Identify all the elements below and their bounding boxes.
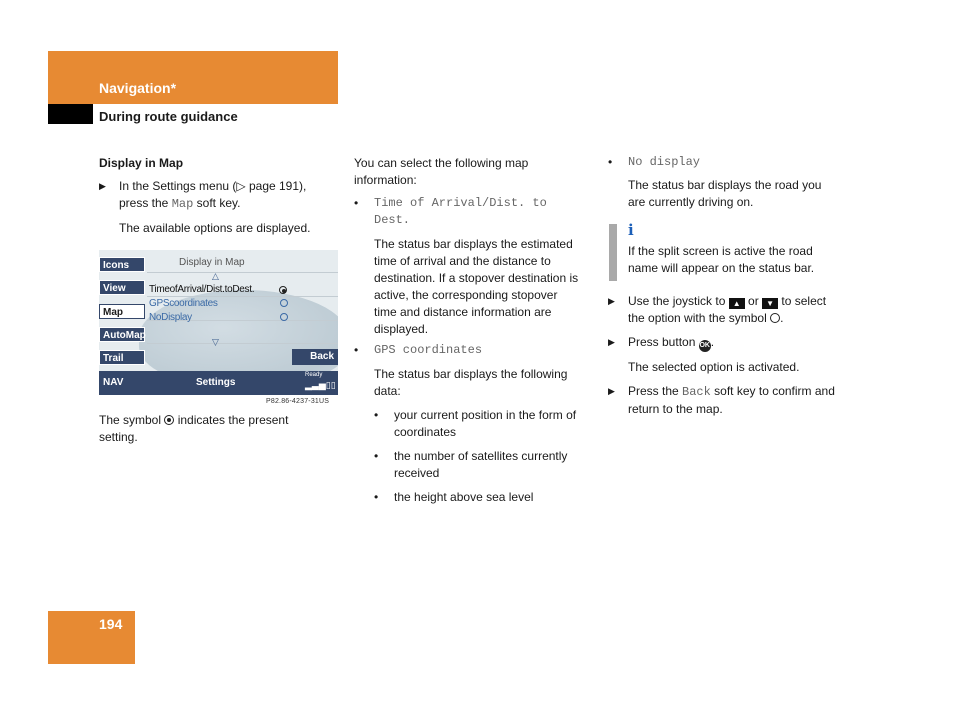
step-arrow-icon: ▶ bbox=[608, 296, 615, 306]
activated-text: The selected option is activated. bbox=[628, 360, 800, 374]
info-bar bbox=[609, 224, 617, 281]
step-arrow-icon: ▶ bbox=[608, 386, 615, 396]
status-nav: NAV bbox=[103, 377, 124, 388]
column-3-steps bbox=[608, 293, 858, 418]
info-icon: i bbox=[628, 221, 634, 239]
signal-strength-icon: ▂▃▅▯▯ bbox=[305, 380, 336, 390]
scroll-up-icon: △ bbox=[212, 271, 219, 281]
step-arrow-icon: ▶ bbox=[99, 181, 106, 191]
option-no-display[interactable]: NoDisplay bbox=[149, 312, 192, 323]
step-press-ok: ▶ Press button OK. bbox=[628, 334, 858, 352]
page-reference-link[interactable]: ▷ page 191), bbox=[236, 179, 307, 193]
subsection-title: During route guidance bbox=[99, 109, 238, 124]
softkey-icons[interactable]: Icons bbox=[99, 257, 145, 272]
option-gps-coordinates[interactable]: GPScoordinates bbox=[149, 298, 218, 309]
option-time-of-arrival[interactable]: TimeofArrival/Dist.toDest. bbox=[149, 284, 255, 295]
option-item-gps: • GPS coordinates bbox=[354, 343, 483, 357]
gps-description: The status bar displays the following data: bbox=[374, 367, 568, 398]
step-joystick: ▶ Use the joystick to ▲ or ▼ to select the option with the symbol . bbox=[608, 294, 827, 325]
bullet-icon: • bbox=[608, 155, 613, 169]
step-settings: ▶ In the Settings menu (▷ page 191), press the Map soft key. bbox=[99, 179, 307, 211]
joystick-down-icon: ▼ bbox=[762, 298, 778, 309]
softkey-back[interactable]: Back bbox=[292, 349, 338, 365]
ok-button-icon: OK bbox=[699, 340, 711, 352]
bullet-icon: • bbox=[354, 343, 359, 357]
no-display-description: The status bar displays the road you are currently driving on. bbox=[628, 178, 822, 209]
column-2: You can select the following map information: • Time of Arrival/Dist. to Dest. The status bar displays the estimated time of arrival and the distance to destination. If a stopover destination is active, the corresponding stopover time and distance information are displayed. • GPS coordinates The status bar displays the following data: • your current position in the form of coordinates • the number of satellites currently received • the height above sea level bbox=[354, 155, 594, 506]
gps-sub-position: • your current position in the form of coordinates bbox=[374, 408, 577, 439]
screen-title: Display in Map bbox=[179, 257, 245, 268]
header-band bbox=[48, 51, 338, 104]
radio-empty-icon bbox=[280, 313, 288, 321]
status-settings: Settings bbox=[196, 377, 236, 388]
column-3 bbox=[608, 154, 858, 211]
bullet-icon: • bbox=[354, 196, 359, 210]
image-caption: P82.86-4237-31US bbox=[266, 398, 330, 405]
step-back: ▶ Press the Back soft key to confirm and return to the map. bbox=[608, 384, 835, 416]
options-displayed-text: The available options are displayed. bbox=[119, 221, 311, 235]
info-note: If the split screen is active the road name will appear on the status bar. bbox=[628, 244, 815, 275]
joystick-up-icon: ▲ bbox=[729, 298, 745, 309]
radio-empty-icon bbox=[280, 299, 288, 307]
step-arrow-icon: ▶ bbox=[608, 337, 615, 347]
map-softkey-ref: Map bbox=[171, 197, 194, 211]
section-title: Navigation* bbox=[99, 80, 177, 96]
scroll-down-icon: ▽ bbox=[212, 337, 219, 347]
softkey-trail[interactable]: Trail bbox=[99, 350, 145, 365]
softkey-automap[interactable]: AutoMap bbox=[99, 327, 145, 342]
option-item-no-display: • No display bbox=[608, 155, 701, 169]
softkey-view[interactable]: View bbox=[99, 280, 145, 295]
display-in-map-screen bbox=[99, 250, 338, 395]
status-ready: Ready bbox=[305, 372, 323, 378]
option-item-time-of-arrival: • Time of Arrival/Dist. to Dest. bbox=[354, 196, 547, 227]
column-1 bbox=[99, 155, 334, 237]
radio-selected-icon bbox=[164, 415, 174, 425]
header-marker bbox=[48, 104, 93, 124]
screen-status-bar bbox=[99, 371, 338, 395]
radio-selected-icon bbox=[279, 286, 287, 294]
page-number: 194 bbox=[99, 616, 123, 632]
gps-sub-satellites: • the number of satellites currently received bbox=[374, 449, 568, 480]
gps-sub-height: • the height above sea level bbox=[374, 490, 534, 504]
display-in-map-heading: Display in Map bbox=[99, 156, 184, 170]
radio-empty-icon bbox=[770, 313, 780, 323]
symbol-note: The symbol indicates the present setting. bbox=[99, 413, 289, 444]
softkey-map[interactable]: Map bbox=[99, 304, 145, 319]
time-of-arrival-description: The status bar displays the estimated time of arrival and the distance to destination. If a stopover destination is active, the corresponding stopover time and distance information are displayed. bbox=[374, 237, 579, 336]
back-softkey-ref: Back bbox=[682, 385, 711, 399]
